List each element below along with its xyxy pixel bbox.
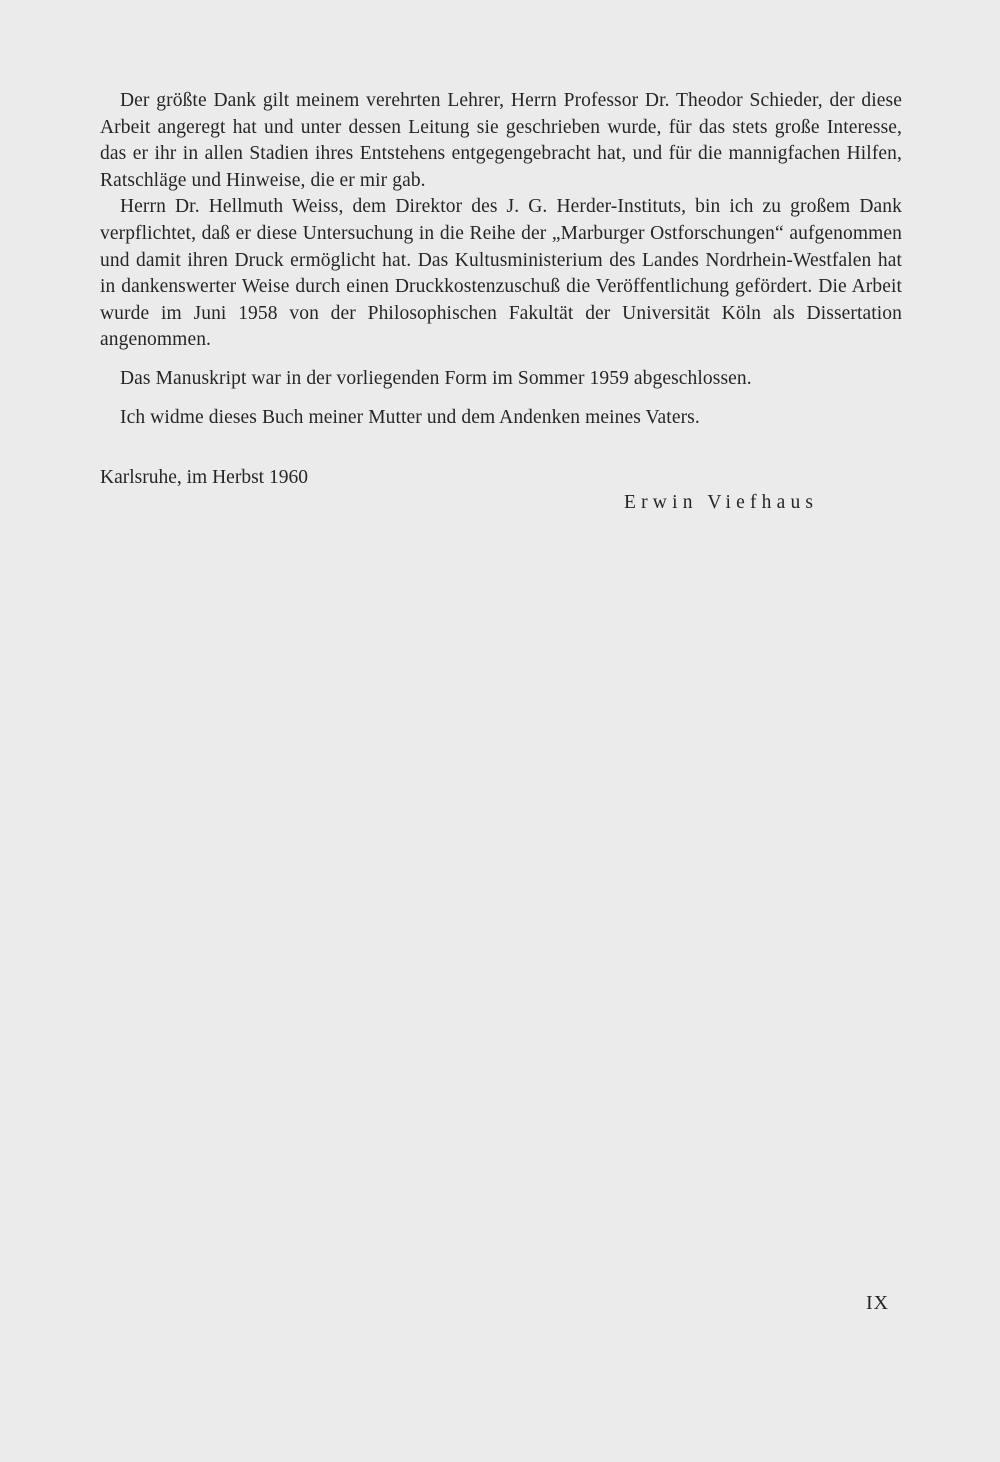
paragraph-manuscript: Das Manuskript war in der vorliegenden Form im Sommer 1959 abgeschlossen. bbox=[120, 367, 752, 389]
author-signature: Erwin Viefhaus bbox=[624, 492, 819, 513]
preface-text bbox=[100, 88, 902, 431]
place-date: Karlsruhe, im Herbst 1960 bbox=[100, 467, 308, 488]
paragraph-dedication: Ich widme dieses Buch meiner Mutter und dem Andenken meines Vaters. bbox=[120, 406, 700, 428]
paragraph-thanks-schieder: Der größte Dank gilt meinem verehrten Lehrer, Herrn Professor Dr. Theodor Schieder, der diese Arbeit angeregt hat und unter dessen Leitung sie geschrieben wurde, für das stets große Interesse, das er ihr in allen Stadien ihres Entstehens entgegengebracht hat, und für die mannigfachen Hilfen, Ratschläge und Hinweise, die er mir gab. bbox=[100, 90, 902, 191]
paragraph-thanks-weiss: Herrn Dr. Hellmuth Weiss, dem Direktor des J. G. Herder-Instituts, bin ich zu großem Dank verpflichtet, daß er diese Untersuchung in die Reihe der „Marburger Ostforschungen“ aufgenommen und damit ihren Druck ermöglicht hat. Das Kultusministerium des Landes Nordrhein-Westfalen hat in dankenswerter Weise durch einen Druckkostenzuschuß die Veröffentlichung gefördert. Die Arbeit wurde im Juni 1958 von der Philosophischen Fakultät der Universität Köln als Dissertation angenommen. bbox=[100, 196, 902, 351]
page-number: IX bbox=[866, 1292, 890, 1314]
